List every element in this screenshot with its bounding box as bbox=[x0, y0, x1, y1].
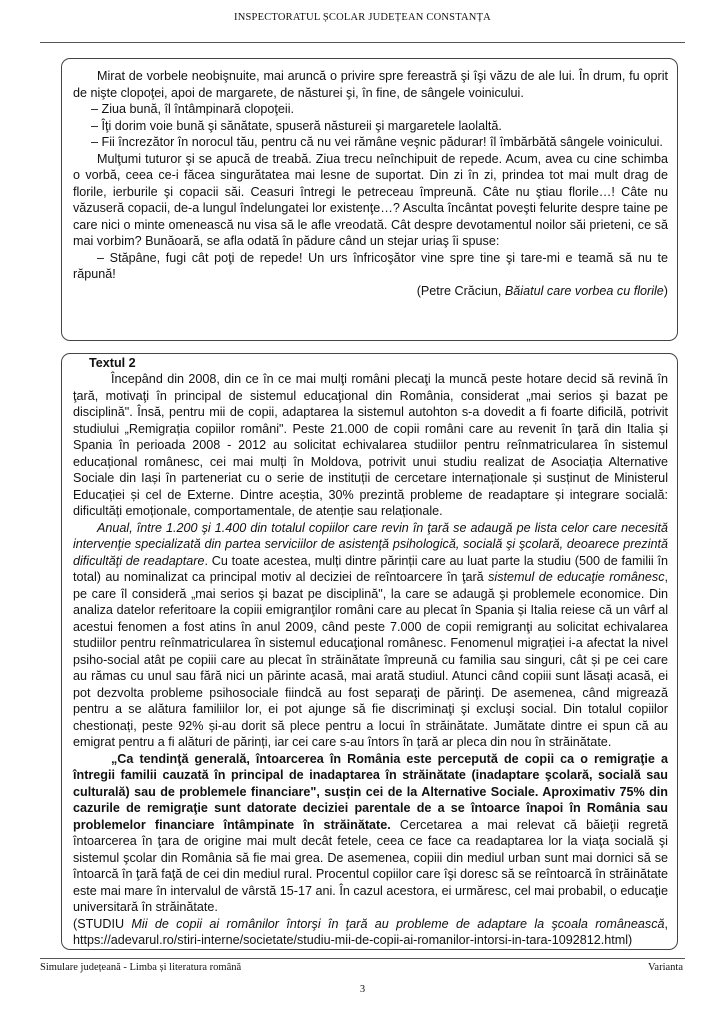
footer-left: Simulare județeană - Limba și literatura română bbox=[40, 962, 242, 973]
text-run: Mirat de vorbele neobişnuite, mai aruncă o privire spre fereastră şi îşi văzu de ale lui. În drum, fu oprit de nişte clopoţei, apoi de margarete, de năsturei şi, în fine, de sângele voinicului. bbox=[73, 69, 668, 100]
text-run: . Cu toate acestea, mulți dintre părinții care au luat parte la studiu (500 de familii în total) au nominalizat ca principal motiv al deciziei de reîntoarcere în ţară bbox=[73, 553, 669, 584]
paragraph bbox=[73, 283, 668, 300]
text-run: , https://adevarul.ro/stiri-interne/societate/studiu-mii-de-copii-ai-romanilor-intorsi-in-tara-1092812.html) bbox=[73, 916, 669, 947]
text-run: – Ziua bună, îl întâmpinară clopoţeii. bbox=[91, 102, 295, 116]
text-run: (STUDIU bbox=[73, 916, 132, 931]
text2-title: Textul 2 bbox=[89, 356, 136, 370]
footer-divider bbox=[40, 958, 685, 959]
text-run: Mulţumi tuturor şi se apucă de treabă. Ziua trecu neînchipuit de repede. Acum, avea cu cine schimba o vorbă, ceea ce-i făcea singurătatea mai lesne de suportat. Din zi în zi, prindea tot mai mult drag de florile, ierburile şi copacii săi. Ceasuri întregi le petreceau împreună. Câte nu ştiau florile…! Câte nu văzuseră copacii, de-a lungul îndelungatei lor existenţe…? Asculta încântat poveşti felurite despre taine pe care nici o minte omenească nu visa să le afle vreodată. Cât despre devotamentul noilor săi prieteni, ce să mai vorbim? Bunăoară, se afla odată în pădure când un stejar uriaş îi spuse: bbox=[73, 151, 668, 248]
paragraph bbox=[73, 751, 668, 916]
text-run: „Ca tendinţă generală, întoarcerea în România este percepută de copii ca o remigraţie a întregii familii cauzată în principal de inadaptarea în străinătate (inadaptare şcolară, socială sau culturală) sau de problemele financiare", susțin cei de la Alternative Sociale. Aproximativ 75% din cazurile de remigraţie sunt datorate deciziei parentale de a se întoarce înapoi în România sau problemelor financiare întâmpinate în străinătate. bbox=[73, 751, 668, 832]
footer-right: Varianta bbox=[648, 962, 683, 973]
text-run: (Petre Crăciun, bbox=[416, 283, 505, 298]
paragraph bbox=[73, 68, 668, 101]
text-run: – Îţi dorim voie bună şi sănătate, spuseră năstureii şi margaretele laolaltă. bbox=[91, 118, 502, 133]
paragraph bbox=[73, 151, 668, 250]
text-run: Începând din 2008, din ce în ce mai mulţi români plecaţi la muncă peste hotare decid să revină în ţară, motivaţi în principal de sistemul educaţional din România, considerat „mai serios şi bazat pe disciplină". Însă, pentru mii de copii, adaptarea la sistemul autohton s-a dovedit a fi foarte dificilă, potrivit studiului „Remigrația copiilor români". Peste 21.000 de copii români care au revenit în ţară din Italia și Spania în perioada 2008 - 2012 au solicitat echivalarea studiilor pentru reînmatricularea în sistemul educațional românesc, cei mai mulți în Moldova, potrivit unui studiu realizat de Asociația Alternative Sociale din Iași în parteneriat cu o serie de instituții de cercetare internaționale și susținut de Ministerul Educației și cel de Externe. Dintre aceștia, 30% prezintă probleme de readaptare și integrare socială: dificultăți emoționale, comportamentale, de atenție sau relaționale. bbox=[73, 372, 668, 518]
page-number: 3 bbox=[359, 984, 366, 995]
text-run: Băiatul care vorbea cu florile bbox=[504, 283, 664, 298]
paragraph bbox=[73, 250, 668, 283]
paragraph bbox=[73, 134, 668, 151]
paragraph bbox=[73, 118, 668, 135]
text-run: , pe care îl consideră „mai serios şi bazat pe disciplină", la care se adaugă şi problemele economice. Din analiza datelor referitoare la copiii emigranţilor români care au plecat în Spania și Italia reiese că un vârf al acestui fenomen a fost atins în anul 2009, când peste 7.000 de copii remigranţi au solicitat echivalarea studiilor pentru reînmatricularea în sistemul educaţional românesc. Fenomenul migrației i-a afectat la nivel psiho-social atât pe copiii care au plecat în străinătate împreună cu familia sau singuri, cât și pe cei care au rămas cu unul sau fără nici un părinte acasă, mai arată studiul. Atunci când copiii sunt lăsați acasă, ei pot dezvolta probleme psihosociale fiindcă au fost separaţi de părinţi. De asemenea, când migrează pentru a se alătura familiilor lor, ei pot ajunge să fie discriminaţi şi excluşi social. Din totalul copiilor chestionați, peste 92% și-au dorit să plece pentru a locui în străinătate. Jumătate dintre ei spun că au emigrat pentru a fi alături de părinți, iar cei care s-au întors în țară ar pleca din nou în străinătate. bbox=[73, 570, 668, 749]
paragraph bbox=[73, 520, 668, 751]
text2-box bbox=[61, 353, 678, 950]
text-run: Anual, între 1.200 şi 1.400 din totalul copiilor care revin în ţară se adaugă pe lista celor care necesită intervenţie specializată din partea serviciilor de asistenţă psihologică, socială şi şcolară, deoarece prezintă dificultăţi de readaptare bbox=[73, 520, 668, 568]
text-run: sistemul de educaţie românesc bbox=[488, 570, 665, 584]
text-run: – Fii încrezător în norocul tău, pentru că nu vei rămâne veşnic pădurar! îl îmbărbătă sângele voinicului. bbox=[91, 135, 663, 149]
text-run: ) bbox=[663, 283, 668, 298]
paragraph bbox=[73, 101, 668, 118]
text-run: – Stăpâne, fugi cât poţi de repede! Un urs înfricoşător vine spre tine şi tare-mi e teamă să nu te răpună! bbox=[73, 250, 668, 281]
text-run: Mii de copii ai românilor întorşi în ţară au probleme de adaptare la şcoala românească bbox=[131, 916, 665, 931]
page-header: INSPECTORATUL ȘCOLAR JUDEȚEAN CONSTANȚA bbox=[234, 12, 491, 23]
text1-body bbox=[73, 68, 668, 299]
paragraph bbox=[73, 916, 668, 949]
text1-box bbox=[61, 58, 678, 341]
text-run: Cercetarea a mai relevat că băieţii regretă întoarcerea în ţara de origine mai mult decât fetele, ceea ce face ca readaptarea lor la viaţa socială şi sistemul şcolar din România să fie mai grea. De asemenea, copiii din mediul urban sunt mai dornici să se întoarcă în ţară faţă de cei din mediul rural. Procentul copiilor care îşi doresc să se reîntoarcă în străinătate este mai mare în intervalul de vârstă 15-17 ani. În cazul acestora, ei urmăresc, cel mai probabil, o educaţie universitară în străinătate. bbox=[73, 817, 669, 914]
header-divider bbox=[40, 42, 685, 43]
paragraph bbox=[73, 371, 668, 520]
text2-body bbox=[73, 371, 668, 949]
